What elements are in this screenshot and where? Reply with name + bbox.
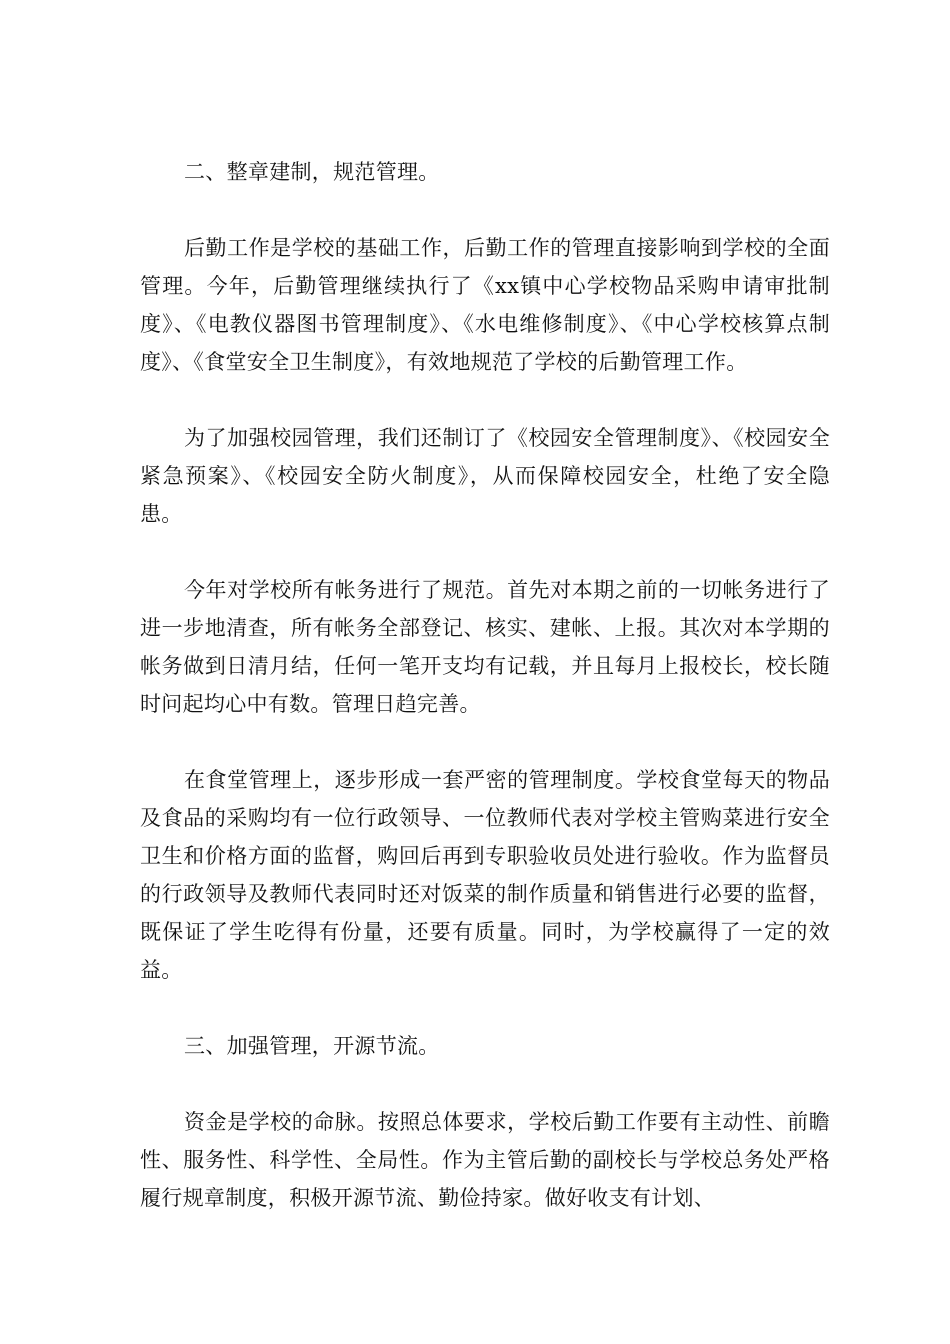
document-body <box>140 153 830 1255</box>
paragraph-campus-safety: 为了加强校园管理，我们还制订了《校园安全管理制度》、《校园安全紧急预案》、《校园安全防火制度》，从而保障校园安全，杜绝了安全隐患。 <box>140 426 830 526</box>
section-heading-2: 二、整章建制，规范管理。 <box>184 160 440 184</box>
paragraph-logistics-rules: 后勤工作是学校的基础工作，后勤工作的管理直接影响到学校的全面管理。今年，后勤管理继续执行了《xx镇中心学校物品采购申请审批制度》、《电教仪器图书管理制度》、《水电维修制度》、《中心学校核算点制度》、《食堂安全卫生制度》，有效地规范了学校的后勤管理工作。 <box>140 236 830 374</box>
paragraph-canteen: 在食堂管理上，逐步形成一套严密的管理制度。学校食堂每天的物品及食品的采购均有一位行政领导、一位教师代表对学校主管购菜进行安全卫生和价格方面的监督，购回后再到专职验收员处进行验收。作为监督员的行政领导及教师代表同时还对饭菜的制作质量和销售进行必要的监督，既保证了学生吃得有份量，还要有质量。同时，为学校赢得了一定的效益。 <box>140 768 830 982</box>
paragraph-funds: 资金是学校的命脉。按照总体要求，学校后勤工作要有主动性、前瞻性、服务性、科学性、全局性。作为主管后勤的副校长与学校总务处严格履行规章制度，积极开源节流、勤俭持家。做好收支有计划、 <box>140 1110 830 1210</box>
paragraph-accounts: 今年对学校所有帐务进行了规范。首先对本期之前的一切帐务进行了进一步地清查，所有帐务全部登记、核实、建帐、上报。其次对本学期的帐务做到日清月结，任何一笔开支均有记载，并且每月上报校长，校长随时问起均心中有数。管理日趋完善。 <box>140 578 830 716</box>
section-heading-3: 三、加强管理，开源节流。 <box>184 1034 440 1058</box>
